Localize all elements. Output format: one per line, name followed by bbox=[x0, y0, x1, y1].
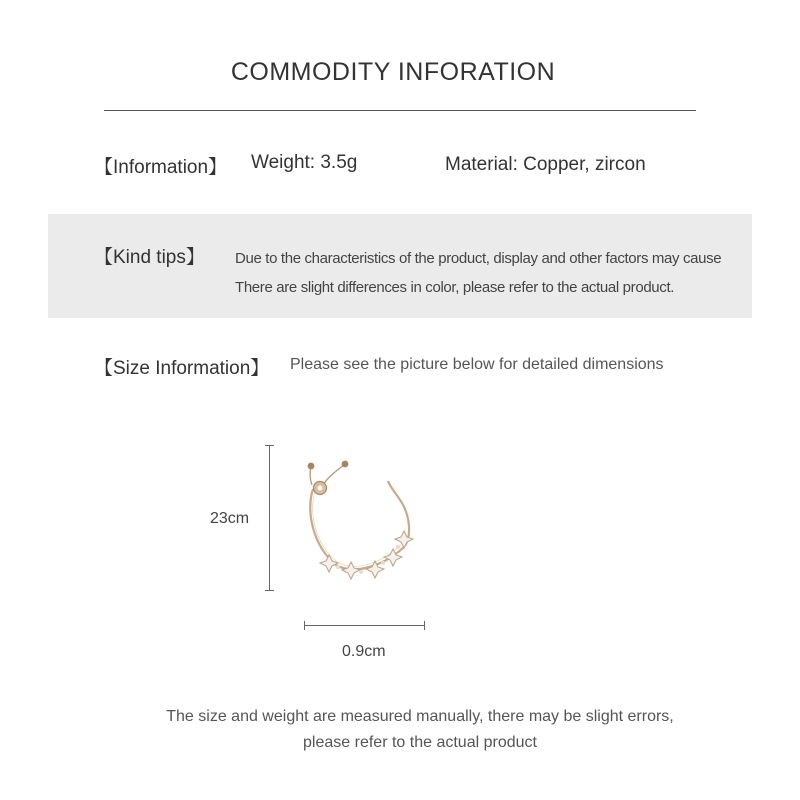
footer-note bbox=[0, 704, 800, 756]
height-dimension-label: 23cm bbox=[210, 510, 250, 527]
page-title: COMMODITY INFORATION bbox=[230, 58, 556, 86]
height-dimension-cap-bottom bbox=[265, 590, 274, 591]
width-dimension-line bbox=[304, 625, 425, 626]
height-dimension-line bbox=[269, 445, 270, 591]
height-dimension-cap-top bbox=[265, 445, 274, 446]
kind-tips-line-2: There are slight differences in color, please refer to the actual product. bbox=[235, 279, 675, 296]
title-divider bbox=[104, 110, 696, 111]
width-dimension-label: 0.9cm bbox=[342, 643, 386, 660]
material-value: Material: Copper, zircon bbox=[445, 154, 646, 175]
kind-tips-text bbox=[235, 244, 721, 302]
width-dimension-cap-left bbox=[304, 621, 305, 630]
footer-note-line-2: please refer to the actual product bbox=[303, 734, 537, 751]
kind-tips-label: 【Kind tips】 bbox=[94, 247, 205, 268]
footer-note-line-1: The size and weight are measured manually, there may be slight errors, bbox=[166, 708, 674, 725]
kind-tips-line-1: Due to the characteristics of the product, display and other factors may cause bbox=[235, 250, 722, 267]
bracelet-graphic bbox=[298, 455, 422, 585]
weight-value: Weight: 3.5g bbox=[251, 152, 358, 173]
bracelet-image bbox=[298, 455, 422, 585]
width-dimension-cap-right bbox=[424, 621, 425, 630]
size-information-text: Please see the picture below for detailed dimensions bbox=[290, 356, 664, 373]
information-label: 【Information】 bbox=[94, 157, 228, 178]
size-information-label: 【Size Information】 bbox=[94, 358, 270, 379]
